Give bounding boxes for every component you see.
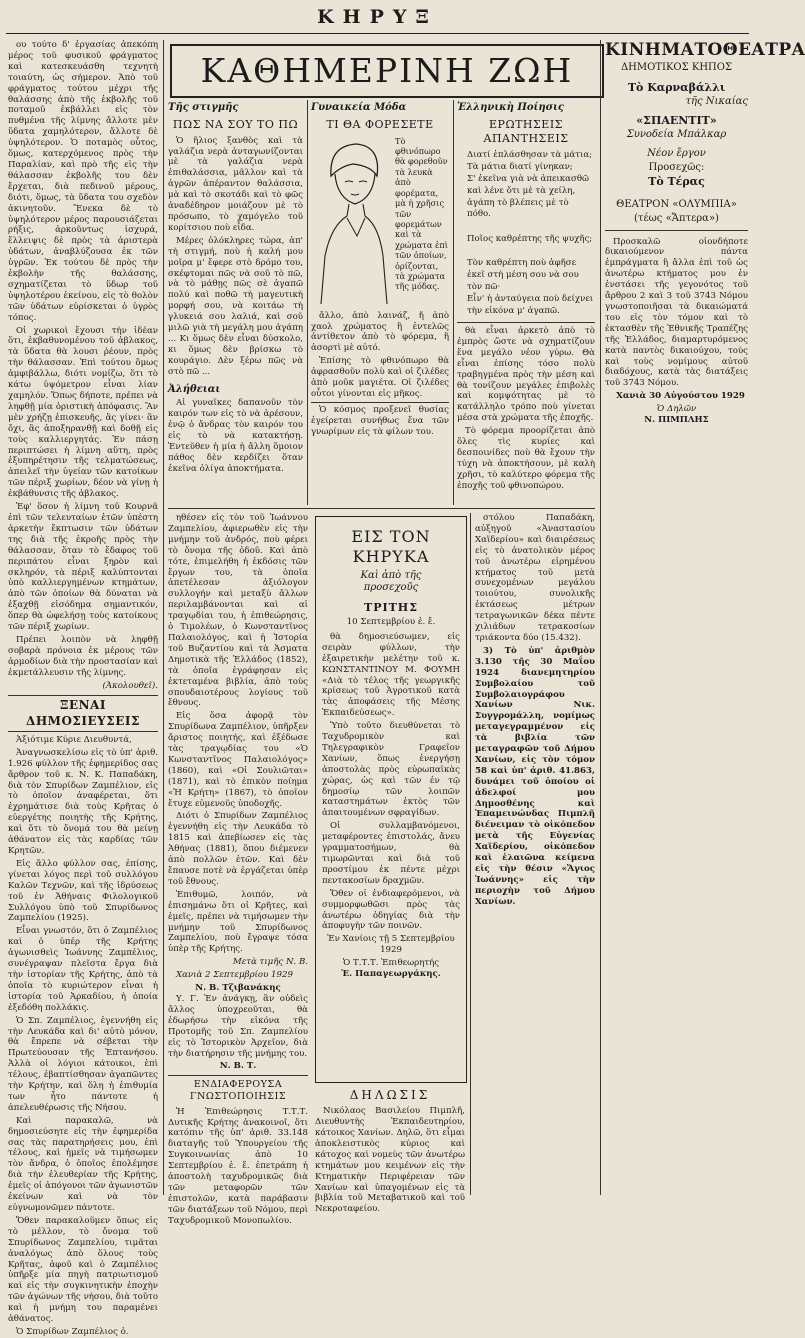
ad-paragraph: Οἱ συλλαμβανόμενοι, μεταφέροντες ἐπιστολάς, ἄνευ γραμματοσήμων, θὰ τιμωρῶνται καὶ διὰ τοῦ προστίμου ἐκ πέντε μέχρι πεντακοσίων δραχμῶν. (322, 821, 460, 886)
col2-lower-paragraph: Εἰς ὅσα ἀφορᾷ τὸν Σπυρίδωνα Ζαμπέλιον, ὑπῆρξεν ἄριστος ποιητής, καὶ ἐξέδωσε τὰς τραγῳδίας του «Ὁ Κωνσταντῖνος Παλαιολόγος» (1860), καὶ «Οἱ Σουλιῶται» (1871), καὶ τὸ ἐπικὸν ποίημα «Ἡ Κρήτη» (1867), τὸ ὁποῖον ἔτυχε εὐμενοῦς ὑποδοχῆς. (168, 711, 308, 809)
col2-title: ΠΩΣ ΝΑ ΣΟΥ ΤΟ ΠΩ (172, 117, 299, 131)
column-rule (470, 513, 471, 1195)
cinema-line: «ΣΠΑΕΝΤΙΤ» (636, 114, 717, 128)
ad-day: ΤΡΙΤΗΣ (364, 601, 418, 614)
poem-line: Διατί ἐπλάσθησαν τὰ μάτια; (467, 149, 593, 160)
cinema-line: τῆς Νικαίας (685, 95, 748, 107)
advertisement-inner (316, 517, 466, 984)
col4-paragraph: θὰ εἶναι ἀρκετὸ ἀπὸ τὸ ἐμπρὸς ὥστε νὰ σχηματίζουν ἕνα μεγάλο νέον γύρω. Θὰ εἶναι ἐπίσης τόσο πολὺ τραβηγμένα πρὸς τὴν μέση καὶ θὰ τονίζουν μεγάλες ἐπιβολὲς καὶ κομψότητας μὲ τὸ κατάλληλο τρόπο ποὺ γίνεται μέσα στὰ χρώματα τῆς ἐποχῆς. (457, 326, 595, 424)
col3-tail-text: Ὁ κόσμος προξενεῖ θυσίας ἐγείρεται συνήθως ἕνα τῶν γνωρίμων εἰς τὰ φίλων του. (311, 402, 449, 438)
col4-kicker: Ἑλληνικὴ Ποίησις (457, 102, 564, 113)
col2-notice-paragraph: Ἡ Ἐπιθεώρησις Τ.Τ.Τ. Δυτικῆς Κρήτης ἀνακοινοῖ, ὅτι κατόπιν τῆς ὑπ' ἀριθ. 33.148 διαταγῆς τοῦ Ὑπουργείου τῆς Συγκοινωνίας ἀπὸ 10 Σεπτεμβρίου ἐ. ἔ. ἐπετράπη ἡ ἀποστολὴ ταχυδρομικῶς διὰ τῶν μεταφορῶν τῶν ἐπιστολῶν, κατὰ παράβασιν τῶν διατάξεων τοῦ Νόμου, περὶ Ταχυδρομικοῦ Μονοπωλίου. (168, 1106, 308, 1226)
col2-signer-text: Υ. Γ. Ἐν ἀνάγκῃ, ἂν οὐδεὶς ἄλλος ὑποχρεοῦται, θὰ ἐδωρήσω τὴν εἰκόνα τῆς Προτομῆς τοῦ Σπ. Ζαμπελίου εἰς τὸ Ἱστορικὸν Ἀρχεῖον, διὰ τὴν διατήρησιν τῆς μνήμης του. (168, 993, 308, 1059)
col5-paragraph: Προσκαλῶ οἱονδήποτε δικαιούμενον πάντα ἐμπράγματα ἢ ἄλλα ἐπὶ τοῦ ὡς ἀνωτέρω κτήματος μου ἐν ἐνστάσει τῆς γεγονότος τοῦ ἄρθρου 2 καὶ 3 τοῦ 3743 Νόμου γνωστοποιῆσαι τὰ δικαιώματά του εἰς τὸν τόμον καὶ τὸ ἐκτασθὲν τῆς Ἐθνικῆς Τραπέζης τῆς Ἑλλάδος, διαμαρτυρόμενος κατὰ παντὸς δικαιούχου, τοὺς καὶ τοὺς νομίμους αὐτοῦ διαδόχους, κατὰ τὰς διατάξεις τοῦ 3743 Νόμου. (605, 236, 748, 389)
column-2-upper (168, 100, 303, 505)
masthead-rule (6, 33, 749, 34)
col1-signature: (Ἀκολουθεῖ). (102, 680, 158, 691)
col4-divider (457, 322, 595, 323)
poem-line: Ποῖος καθρέπτης τῆς ψυχῆς; (467, 233, 593, 244)
column-rule (600, 40, 601, 1195)
ad-title: ΕΙΣ ΤΟΝ ΚΗΡΥΚΑ (351, 527, 431, 567)
col1-article-paragraph: Ὁ Σπ. Ζαμπέλιος, ἐγεννήθη εἰς τὴν Λευκάδα καὶ δι' αὐτὸ μόνον, θὰ ἔπρεπε νὰ σέβεται τὴν Πρωτεύουσαν τῆς Ἑπτανήσου. Ἀλλὰ οἱ λόγιοι κάτοικοι, ἐπὶ τέλους, ἐβαπτίσθησαν ἀγαπῶντες τὴν Κρήτην, καὶ ὅλη ἡ ἐπιθυμία των ἦτο πάντοτε ἡ ἀπελευθέρωσις τῆς Νήσου. (8, 1015, 158, 1113)
col2-sub-paragraph: Αἱ γυναῖκες δαπανοῦν τὸν καιρόν των εἰς τὸ νὰ ἀρέσουν, ἐνῷ ὁ ἄνδρας τὸν καιρόν του εἰς τὸ νὰ κατακτήσῃ. Ἐντεῦθεν ἡ μία ἡ ἄλλη ὅμοιον πάθος δὲν κερδίζει ὅταν ἐκεῖνα ὀλίγα ἀποκτήματα. (168, 398, 303, 474)
col3-paragraph: Ἐπίσης τὸ φθινόπωρο θὰ ἀφρασθοῦν πολὺ καὶ οἱ ζιλέδες ἀπὸ μοῦκ μαγιέτα. Οἱ ζιλέδες οὗτοι γίνονται εἰς μῆκος. (311, 356, 449, 399)
advertisement-box (315, 516, 467, 1083)
col1-article-paragraph: Καὶ παρακαλῶ, νὰ δημοσιεύσητε εἰς τὴν ἐφημερίδα σας τὰς παρατηρήσεις μου, ἐπὶ τέλους, καὶ ἡμεῖς νὰ τιμήσωμεν τὸν ἄνδρα, ὁ ὁποῖος ἐπολέμησε διὰ τὴν ἐλευθερίαν τῆς Κρήτης, ἐμεῖς οἱ ἀπόγονοι τῶν ἀγωνιστῶν ἐκείνων καὶ νὰ τὸν εὐγνωμονῶμεν πάντοτε. (8, 1115, 158, 1213)
column-5 (605, 40, 805, 1195)
col2-notice-title: ΕΝΔΙΑΦΕΡΟΥΣΑ ΓΝΩΣΤΟΠΟΙΗΣΙΣ (189, 1079, 287, 1103)
col1-paragraph: Πρέπει λοιπὸν νὰ ληφθῇ σοβαρὰ πρόνοια ἐκ μέρους τῶν ἁρμοδίων διὰ τὴν προστασίαν καὶ ἐκμετάλλευσιν τῆς λίμνης. (8, 634, 158, 678)
col3-kicker: Γυναικεία Μόδα (311, 102, 407, 113)
col1-article-paragraph: Ὁ Σπυρίδων Ζαμπέλιος ὁ. (16, 1326, 129, 1337)
col3-paragraph: ἄλλο, ἀπὸ λαινάζ, ἤ ἀπὸ χαολ χρώματος ἢ ἐντελῶς ἀντίθετον ἀπὸ τὸ φόρεμα, ἢ ἀσορτὶ μὲ αὐτό. (311, 310, 449, 354)
ad-subtitle: Καὶ ἀπὸ τῆς (360, 569, 422, 581)
poem-line (467, 246, 595, 257)
cinema-line: Προσεχῶς: (648, 161, 705, 173)
fashion-sketch-image (311, 136, 391, 306)
cinema-line: ΘΕΑΤΡΟΝ «ΟΛΥΜΠΙΑ» (616, 199, 737, 211)
col1-article-paragraph: Ὅθεν παρακαλοῦμεν ὅπως εἰς τὸ μέλλον, τὸ ὄνομα τοῦ Σπυρίδωνος Ζαμπελίου, τιμᾶται ἀναλόγως ἀπὸ ὅλους τοὺς Κρῆτας, ἀφοῦ καὶ ὁ Ζαμπέλιος ὑπῆρξε μία πηγὴ πατριωτισμοῦ καὶ εἰς τὴν συγκινητικὴν ἐποχὴν τῶν ἀγώνων τῆς νήσου, διὰ τοῦτο καὶ ἡ μνήμη του παραμένει ἀθάνατος. (8, 1215, 158, 1325)
col3-side-text: Τὸ φθινόπωρο θὰ φορεθοῦν τὰ λευκὰ ἀπὸ φορέματα, μὰ ἡ χρῆσις τῶν φορεμάτων καὶ τὰ χρώματα ἐπὶ τῶν ὁποίων, ὁρίζονται, τὰ χρώματα τῆς μόδας. (395, 135, 448, 292)
col2-kicker: Τῆς στιγμῆς (168, 102, 239, 113)
declaration-title: ΔΗΛΩΣΙΣ (349, 1088, 431, 1102)
col5-sign: Ὁ Δηλῶν (656, 404, 697, 415)
declaration-block (315, 1086, 465, 1215)
ad-paragraph: Ἐν Χανίοις τῇ 5 Σεπτεμβρίου 1929 (327, 934, 455, 956)
column-1 (8, 40, 158, 1337)
ad-sign: Ὁ Τ.Τ.Τ. Ἐπιθεωρητής (342, 958, 440, 969)
declaration-text: Νικόλαος Βασιλείου Πιμπλῆ, Διευθυντὴς Ἐκπαιδευτηρίου, κάτοικος Χανίων. Δηλῶ, ὅτι εἶμαι ἀποκλειστικὸς κύριος καὶ κάτοχος καὶ νομεὺς τῶν ἀνωτέρω κτημάτων μου κειμένων εἰς τὴν Κτηματικὴν Περιφέρειαν τῶν Χανίων καὶ ὑπαγομένων εἰς τὰ βιβλία τοῦ Μεταβατικοῦ καὶ τοῦ Νεκροταφείου. (315, 1106, 465, 1215)
ad-date: 10 Σεπτεμβρίου ἐ. ἔ. (346, 616, 436, 627)
cinema-line: Τὸ Καρναβάλλι (627, 80, 726, 94)
col1-article-paragraph: Ἀξιότιμε Κύριε Διευθυντά, (16, 734, 132, 745)
col3-title: ΤΙ ΘΑ ΦΟΡΕΣΕΤΕ (326, 117, 434, 131)
col2-lower-paragraph: Διότι ὁ Σπυρίδων Ζαμπέλιος ἐγεννήθη εἰς τὴν Λευκάδα τὸ 1815 καὶ ἀπεβίωσεν εἰς τὰς Ἀθήνας (1881), ὅπου διέμενεν ἀπὸ πολλῶν ἐτῶν. Καὶ δὲν ἔπαυσε ποτὲ νὰ ἐργάζεται ὑπὲρ τοῦ ἔθνους. (168, 811, 308, 887)
col1-paragraph: ου τούτο δ' ἐργασίας ἀπεκόπη μέρος τοῦ φυσικοῦ φράγματος καὶ κατεσκευάσθη τεχνητὴ τοιαύτη, ὡς σήμερον. Ἀπὸ τοῦ φράγματος τούτου μέχρι τῆς θαλάσσης ἀπὸ τῆς ἐκβολῆς τοῦ ποταμοῦ ἐκβάλλει εἰς τὸν πυθμένα τῆς λίμνης ἄλλοτε μὲν ὕδατα χαμηλότερον, ἄλλοτε δὲ ὑψηλότερον. Ὁ ποταμὸς οὗτος, ὅμως, κατερχόμενος πρὸς τὴν Παραλίαν, καὶ πρὸ τῆς εἰς τὴν θάλασσαν ἐκβολῆς του δὲν ἔρχεται, διὰ πεδινοῦ μέρους, διότι, ὅμως, τὰ ὕδατα του σχεδὸν ἀκινητοῦν. Ἕνεκα δὲ τὸ ὑψηλότερον μέρος παρουσιάζεται ρήξις, ἀρκοῦντως ἰσχυρά, ἔλλειψις δὲ πρὸς τὰ ἀριστερὰ ὑδάτων, ἀναβλύζουσα ἐκ τῶν ὑγρῶν. Ἐκ τούτου δὲ πρὸς τὴν ἐκβολὴν τῆς θαλάσσης, σχηματίζεται τὸ ὕδωρ τοῦ ὑψηλοτέρου ἐκείνου, εἰς τὸ θολὸν τῶν ὑδάτων εὐρίσκεται ὁ ὑγρὸς τόπος. (8, 40, 158, 323)
poem-line: Τὰ μάτια διατί γίνηκαν; (467, 161, 573, 172)
poem-line: Σ' ἐκεῖνα γιὰ νὰ ἀπεικασθῶ (467, 173, 590, 184)
poem-line: ἀγάπη τὸ βλέπεις μὲ τὸ πόθο. (467, 198, 569, 220)
col2-signer: Ν. Β. Τζιβανάκης (195, 983, 281, 994)
poem-line: τὴν εἰκόνα μ' ἀγαπῶ. (467, 305, 560, 316)
cinema-sub: ΔΗΜΟΤΙΚΟΣ ΚΗΠΟΣ (620, 61, 733, 73)
poem-line: ἐκεῖ στὴ μέση σου νὰ σου τὸν πῶ· (467, 270, 579, 292)
col4-poem (457, 150, 595, 317)
col5-sign: Ν. ΠΙΜΠΛΗΣ (644, 415, 709, 426)
column-rule (453, 100, 454, 505)
masthead-title: ΚΗΡΥΞ (317, 6, 438, 28)
column-rule (163, 40, 164, 1195)
column-3-upper (311, 100, 449, 505)
col2-closing: Ν. Β. Τ. (168, 1061, 308, 1076)
ad-paragraph: θὰ δημοσιεύσωμεν, εἰς σειρὰν φύλλων, τὴν ἐξαιρετικὴν μελέτην τοῦ κ. ΚΩΝΣΤΑΝΤΙΝΟΥ Μ. ΦΟΥΜΗ «Διὰ τὸ τέλος τῆς γεωργικῆς κρίσεως τοῦ Ἀγροτικοῦ κατὰ τὰς ἀποφάσεις τῆς Μέσης Ἐκπαιδεύσεως». (322, 631, 460, 719)
col2-lower-paragraph: Ἐπιθυμῶ, λοιπόν, νὰ ἐπισημάνω ὅτι οἱ Κρῆτες, καὶ ἐμεῖς, πρέπει νὰ τιμήσωμεν τὴν μνήμην τοῦ Σπυρίδωνος Ζαμπελίου, ποὺ ἔγραψε τόσα ὑπὲρ τῆς Κρήτης. (168, 889, 308, 955)
cinema-line: Συνοδεία Μπάλκαρ (626, 129, 727, 141)
col2-lower-paragraph: Μετὰ τιμῆς Ν. Β. (232, 957, 308, 968)
ad-sign: Ἐ. Παπαγεωργάκης. (341, 969, 441, 980)
poem-line (467, 222, 595, 233)
cinema-header: ΚΙΝΗΜΑΤΟΘΕΑΤΡΑ (605, 40, 805, 60)
column-4-upper (457, 100, 595, 505)
col5-paragraph: στόλου Παπαδάκη, αὐξηγοῦ «Ἀναστασίου Χαϊδερίου» καὶ διαιρέσεως εἰς τὸ ἀνατολικὸν μέρος τοῦ ἀνωτέρω εἰρημένου κτήματος τοῦ μετὰ συνεχομένων μεγάλου τοιούτου, συνολικῆς ἐκτάσεως μέτρων τετραγωνικῶν δέκα πέντε χιλιάδων τετρακοσίων τριάκοντα δύο (15.432). (475, 513, 595, 643)
poem-line: Εἶν' ἡ ἀνταύγεια ποὺ δείχνει (467, 293, 594, 304)
cinema-line: Νέον ἔργον (647, 147, 706, 159)
col2-paragraph: Ὁ ἥλιος ξανθὸς καὶ τὰ γαλάζια νερὰ ἀνταγωνίζονται μὲ τὰ γαλάζια νερὰ ἐπιθαλάσσια, μᾶλλον καὶ τὰ ἀγρῶν ἀπέραντον θαλάσσια, μὰ καὶ τὸ σκοτάδι καὶ τὸ φῶς ἀναδέδηρον μοιάζουν μὲ τὸ πρόσωπο, τὸ χαμόγελο τοῦ κορίτσιου ποὺ εἶδα. (168, 135, 303, 233)
cinema-line: Τὸ Τέρας (648, 175, 705, 189)
col1-article-paragraph: Εἰς ἄλλο φύλλον σας, ἐπίσης, γίνεται λόγος περὶ τοῦ συλλόγου Καλῶν Τεχνῶν, καὶ τῆς ἱδρύσεως τοῦ ἐν Ἀθήναις Φιλολογικοῦ Συλλόγου ὑπὸ τοῦ Σπυρίδωνος Ζαμπελίου (1925). (8, 858, 158, 924)
col1-article-paragraph: Ἀναγνωσκελίσω εἰς τὸ ὑπ' ἀριθ. 1.926 φύλλον τῆς ἐφημερίδος σας ἄρθρον τοῦ κ. Ν. Κ. Παπαδάκη, διὰ τὸν Σπυρίδων Ζαμπέλιον, εἰς τὸ ὁποῖον ἀναφέρεται, ὅτι ἐχρημάτισε διὰ τοὺς Κρῆτας ὁ εὐεργέτης ποιητὴς τῆς Κρήτης, καὶ ὅτι τὸ ὄνομά του θὰ μείνῃ ἀθάνατον εἰς τὰς καρδίας τῶν Κρητῶν. (8, 747, 158, 856)
cinema-line: (τέως «Ἄπτερα») (605, 213, 748, 231)
col1-article-paragraph: Εἶναι γνωστόν, ὅτι ὁ Ζαμπέλιος καὶ ὁ ὑπέρ τῆς Κρήτης ἀγωνισθεὶς Ἰωάννης Ζαμπέλιος, συνέγραψαν πλεῖστα ἔργα διὰ τὴν ἱστορίαν τῆς Κρήτης, ἀπὸ τὰ ὁποῖα τὸ κυριώτερον εἶναι ἡ ἱστορία τοῦ Ἀρκαδίου, ἡ ὁποία ἐξεδόθη πολλάκις. (8, 926, 158, 1013)
ad-subtitle: προσεχοῦς (363, 582, 419, 594)
column-rule (307, 100, 308, 505)
section-rule (168, 508, 595, 509)
ad-paragraph: Ὅθεν οἱ ἐνδιαφερόμενοι, νὰ συμμορφωθῶσι πρὸς τὰς ἀνωτέρω ὁδηγίας διὰ τὴν ἀποφυγὴν τῶν ποινῶν. (322, 888, 460, 932)
col1-section-title: ΞΕΝΑΙ ΔΗΜΟΣΙΕΥΣΕΙΣ (8, 695, 158, 731)
section-banner: ΚΑΘΗΜΕΡΙΝΗ ΖΩΗ (170, 44, 604, 98)
col4-paragraph: Τὸ φόρεμα προορίζεται ἀπὸ ὅλες τὶς κυρίες καὶ δεσποινίδες ποὺ θὰ ἔχουν τὴν τύχη νὰ ἀποκτήσουν, μὲ καλὴ χρῆσι, τὸ καλύτερο φόρεμα τῆς ἐποχῆς τοῦ φθινοπώρου. (457, 426, 595, 491)
col1-paragraph: Ἐφ' ὅσον ἡ λίμνη τοῦ Κουρνᾶ ἐπὶ τῶν τελευταίων ἐτῶν ὑπέστη ἀρκετὴν ἔκπτωσιν τῶν ὑδάτων της διὰ τῆς ἐκροῆς πρὸς τὴν θάλασσαν, ὅταν τὸ ἔδαφος τοῦ περιπάτου εἶναι ξηρὸν καὶ σκληρόν, τὰ πέριξ καλύπτονται ὑπὸ καλλιεργημένων κτημάτων, ἀπὸ τῶν ὁποίων θὰ δύναται νὰ ἐξαχθῇ εἰσόδημα σημαντικόν, ὅπερ θὰ ὠφελήσῃ τοὺς κατοίκους τῶν πέριξ χωρίων. (8, 502, 158, 633)
col4-title: ΕΡΩΤΗΣΕΙΣ ΑΠΑΝΤΗΣΕΙΣ (483, 117, 569, 145)
col1-paragraph: Οἱ χωρικοὶ ἔχουσι τὴν ἰδέαν ὅτι, ἐκβαθυνομένου τοῦ ἀβλακος, τὰ ὕδατα θὰ λουσι ῥέουν, πρὸς τὴν θάλασσαν. Ἐπὶ τούτου ὅμως ἀμφιβάλλω, διότι νομίζω, ὅτι τὸ κάτω ὑψόμετρον εἶναι λίαν χαμηλόν. Ὅπως δήποτε, πρέπει νὰ ληφθῇ μία ὁριστικὴ ἀπόφασις. Ἂν μὲν χρήζῃ ἐπισκευῆς, ἂς γίνει· ἂν ὄχι, ἂς ἀποξηρανθῇ καὶ δοθῇ εἰς τοὺς καλλιεργητάς. Ἐν πάσῃ περιπτώσει ἡ λίμνη αὕτη, πρὸς ἐξυπηρέτησιν τῆς τελματώσεως, ἀπειλεῖ τὴν ὑγείαν τῶν κατοίκων τῶν πέριξ χωρίων, δέον νὰ γίνῃ ἡ ἐκβάθυνσις τῆς ἀβλακος. (8, 325, 158, 500)
col2-dateline: Χανιὰ 2 Σεπτεμβρίου 1929 (176, 970, 293, 981)
fashion-block (311, 136, 449, 311)
poem-line: καὶ λένε ὅτι μὲ τὰ χείλη, (467, 186, 576, 197)
ad-paragraph: Ὑπὸ τοῦτο διευθύνεται τὸ Ταχυδρομικὸν καὶ Τηλεγραφικὸν Γραφεῖον Χανίων, ὅπως ἐνεργήσῃ ἀποστολὰς πρὸς εὐρωπαϊκὰς χώρας, ὡς καὶ τῶν ἐν τῷ δημοσίῳ τῶν λοιπῶν καταστημάτων ἐκτὸς τῶν ἀπαιτουμένων σφραγίδων. (322, 721, 460, 819)
col2-sub-title: Ἀλήθειαι (168, 383, 221, 395)
col5-paragraph: 3) Τὸ ὑπ' ἀριθμὸν 3.130 τῆς 30 Μαΐου 1924 διανεμητηρίου Συμβολαίου τοῦ Συμβολαιογράφου Χανίων Νικ. Συγγρομάλλη, νομίμως μεταγεγραμμένον εἰς τὰ βιβλία τῶν μεταγραφῶν τοῦ Δήμου Χανίων, εἰς τὸν τόμον 58 καὶ ὑπ' ἀριθ. 41.863, δυνάμει τοῦ ὁποίου οἱ ἀδελφοί μου Δημοσθένης καὶ Ἐπαμεινώνδας Πιμπλῆ διένειμαν τὸ οἰκόπεδον μετὰ τῆς Εὐγενίας Χαϊδερίου, οἰκόπεδον καὶ ἐλαιῶνα κείμενα εἰς τὴν θέσιν «Ἅγιος Ἰωάννης» εἰς τὴν περιοχὴν τοῦ Δήμου Χανίων. (475, 645, 595, 907)
column-4-lower (475, 513, 595, 1195)
col2-paragraph: Μέρες ὁλόκληρες τώρα, ἀπ' τὴ στιγμή, ποὺ ἡ καλή μου μοῖρα μ' ἔφερε στὸ δρόμο του, σκέφτομαι πῶς νὰ σοῦ τὸ πῶ, νὰ τὸ μάθῃς πῶς σὲ ἀγαπῶ πολύ καὶ ποθῶ τὴ μαγευτικὴ μορφή σου, νὰ κοιτάω τὴ γλυκειά σου λαλιά, καὶ σοῦ μιλῶ γιὰ τὴ μεγάλη μου ἀγάπη ... Κι ὅμως δὲν εἶναι δύσκολο, κι ὅμως δὲν βρίσκω τὸ κουράγιο. Δὲν ξέρω πῶς νὰ στὸ πῶ ... (168, 235, 303, 377)
poem-line: Τὸν καθρέπτη ποὺ ἀφῆσε (467, 258, 577, 269)
col2-lower-paragraph: ηθέσεν εἰς τὸν τοῦ Ἰωάννου Ζαμπελίου, ἀφιερωθὲν εἰς τὴν μνήμην τοῦ ἀνδρός, ποὺ φέρει τὸ ὄνομα τῆς ὁδοῦ. Καὶ ἀπὸ τότε, ἐπιμελήθη ἡ ἐκδόσις τῶν ἔργων του, τὰ ὁποῖα ἀπετέλεσαν ἀξιόλογον συλλογήν καὶ μεταξὺ ἄλλων περιλαμβάνονται καὶ αἱ τραγῳδίαι του, ἡ ἐπιθεώρησις, ὁ Τιμολέων, ὁ Κωνσταντῖνος Παλαιολόγος, καὶ ἡ Ἱστορία τοῦ Βυζαντίου καὶ τὰ Ἀσματα Δημοτικὰ τῆς Ἑλλάδος (1852), τὰ ὁποῖα ἐγράφησαν εἰς ἐκτεταμένα βιβλία, ἀπὸ τοὺς σπουδαιοτέρους λογίους τοῦ ἔθνους. (168, 513, 308, 709)
col5-dateline: Χανιὰ 30 Αὐγούστου 1929 (616, 391, 745, 402)
column-2-lower (168, 513, 308, 1226)
